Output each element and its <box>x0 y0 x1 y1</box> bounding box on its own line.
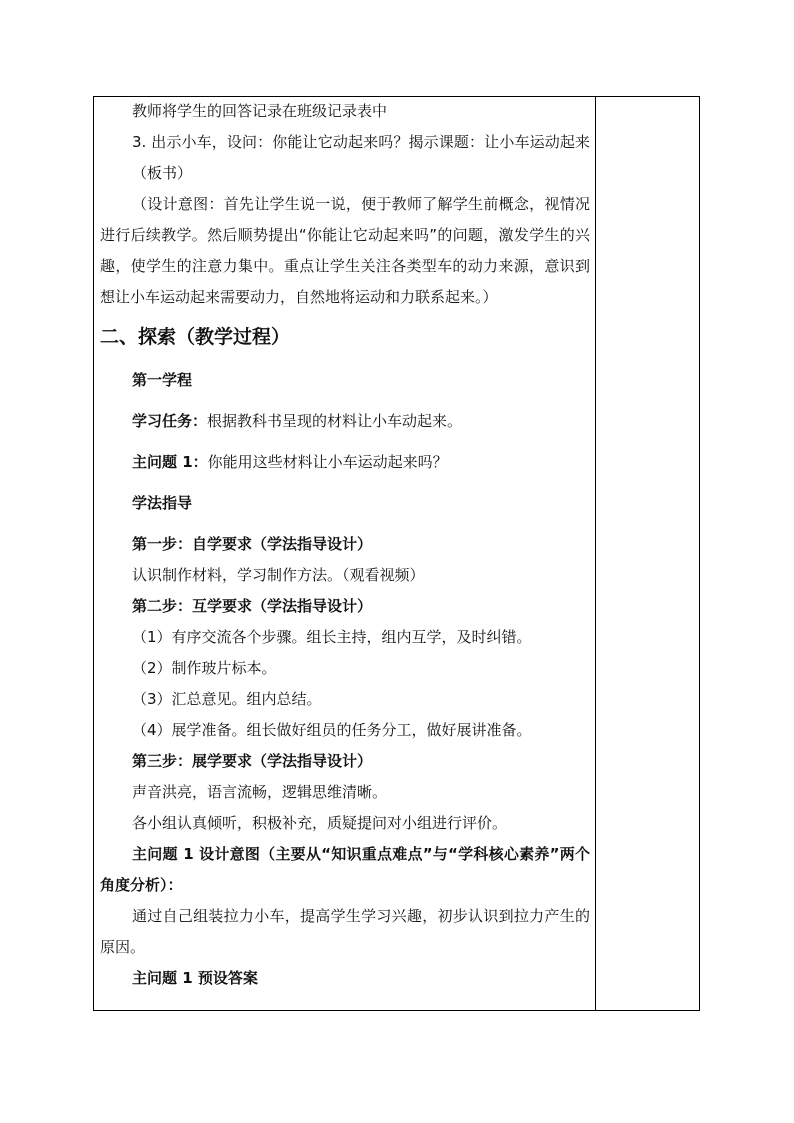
step2-item: （1）有序交流各个步骤。组长主持，组内互学，及时纠错。 <box>132 628 532 646</box>
section-heading-explore: 二、探索（教学过程） <box>100 326 291 348</box>
step2-item: （3）汇总意见。组内总结。 <box>132 690 322 708</box>
stage-title: 第一学程 <box>132 371 193 389</box>
main-question-label: 主问题 1： <box>132 453 208 471</box>
learning-task-text: 根据教科书呈现的材料让小车动起来。 <box>207 412 463 430</box>
table-column-divider <box>595 96 596 1011</box>
intro-show-car-paragraph <box>100 127 590 189</box>
step2-item: （4）展学准备。组长做好组员的任务分工，做好展讲准备。 <box>132 721 532 739</box>
design-intent-paragraph <box>100 189 590 313</box>
design-intent-title: 主问题 1 设计意图（主要从“知识重点难点”与“学科核心素养”两个角度分析）： <box>100 845 590 894</box>
intro-show-car-text: 3. 出示小车，设问：你能让它动起来吗？揭示课题：让小车运动起来（板书） <box>132 133 590 182</box>
main-question-line <box>100 447 590 478</box>
step3-title: 第三步：展学要求（学法指导设计） <box>132 752 373 770</box>
intro-record-line: 教师将学生的回答记录在班级记录表中 <box>132 102 388 120</box>
preset-answer-title: 主问题 1 预设答案 <box>132 969 258 987</box>
step3-text-2: 各小组认真倾听，积极补充，质疑提问对小组进行评价。 <box>132 814 508 832</box>
design-intent-body: 通过自己组装拉力小车，提高学生学习兴趣，初步认识到拉力产生的原因。 <box>100 907 590 956</box>
lesson-content-cell <box>100 96 590 994</box>
step2-title: 第二步：互学要求（学法指导设计） <box>132 597 373 615</box>
learning-task-label: 学习任务： <box>132 412 208 430</box>
step3-text-1: 声音洪亮，语言流畅，逻辑思维清晰。 <box>132 783 388 801</box>
learning-task-line <box>100 406 590 437</box>
step2-item: （2）制作玻片标本。 <box>132 659 277 677</box>
main-question-text: 你能用这些材料让小车运动起来吗？ <box>207 453 448 471</box>
design-intent-text: （设计意图：首先让学生说一说，便于教师了解学生前概念，视情况进行后续教学。然后顺势提出“你能让它动起来吗”的问题，激发学生的兴趣，使学生的注意力集中。重点让学生关注各类型车的动力来源，意识到想让小车运动起来需要动力，自然地将运动和力联系起来。） <box>100 195 590 306</box>
step1-title: 第一步：自学要求（学法指导设计） <box>132 535 373 553</box>
method-guide-title: 学法指导 <box>132 494 193 512</box>
step1-text: 认识制作材料，学习制作方法。（观看视频） <box>132 566 425 584</box>
